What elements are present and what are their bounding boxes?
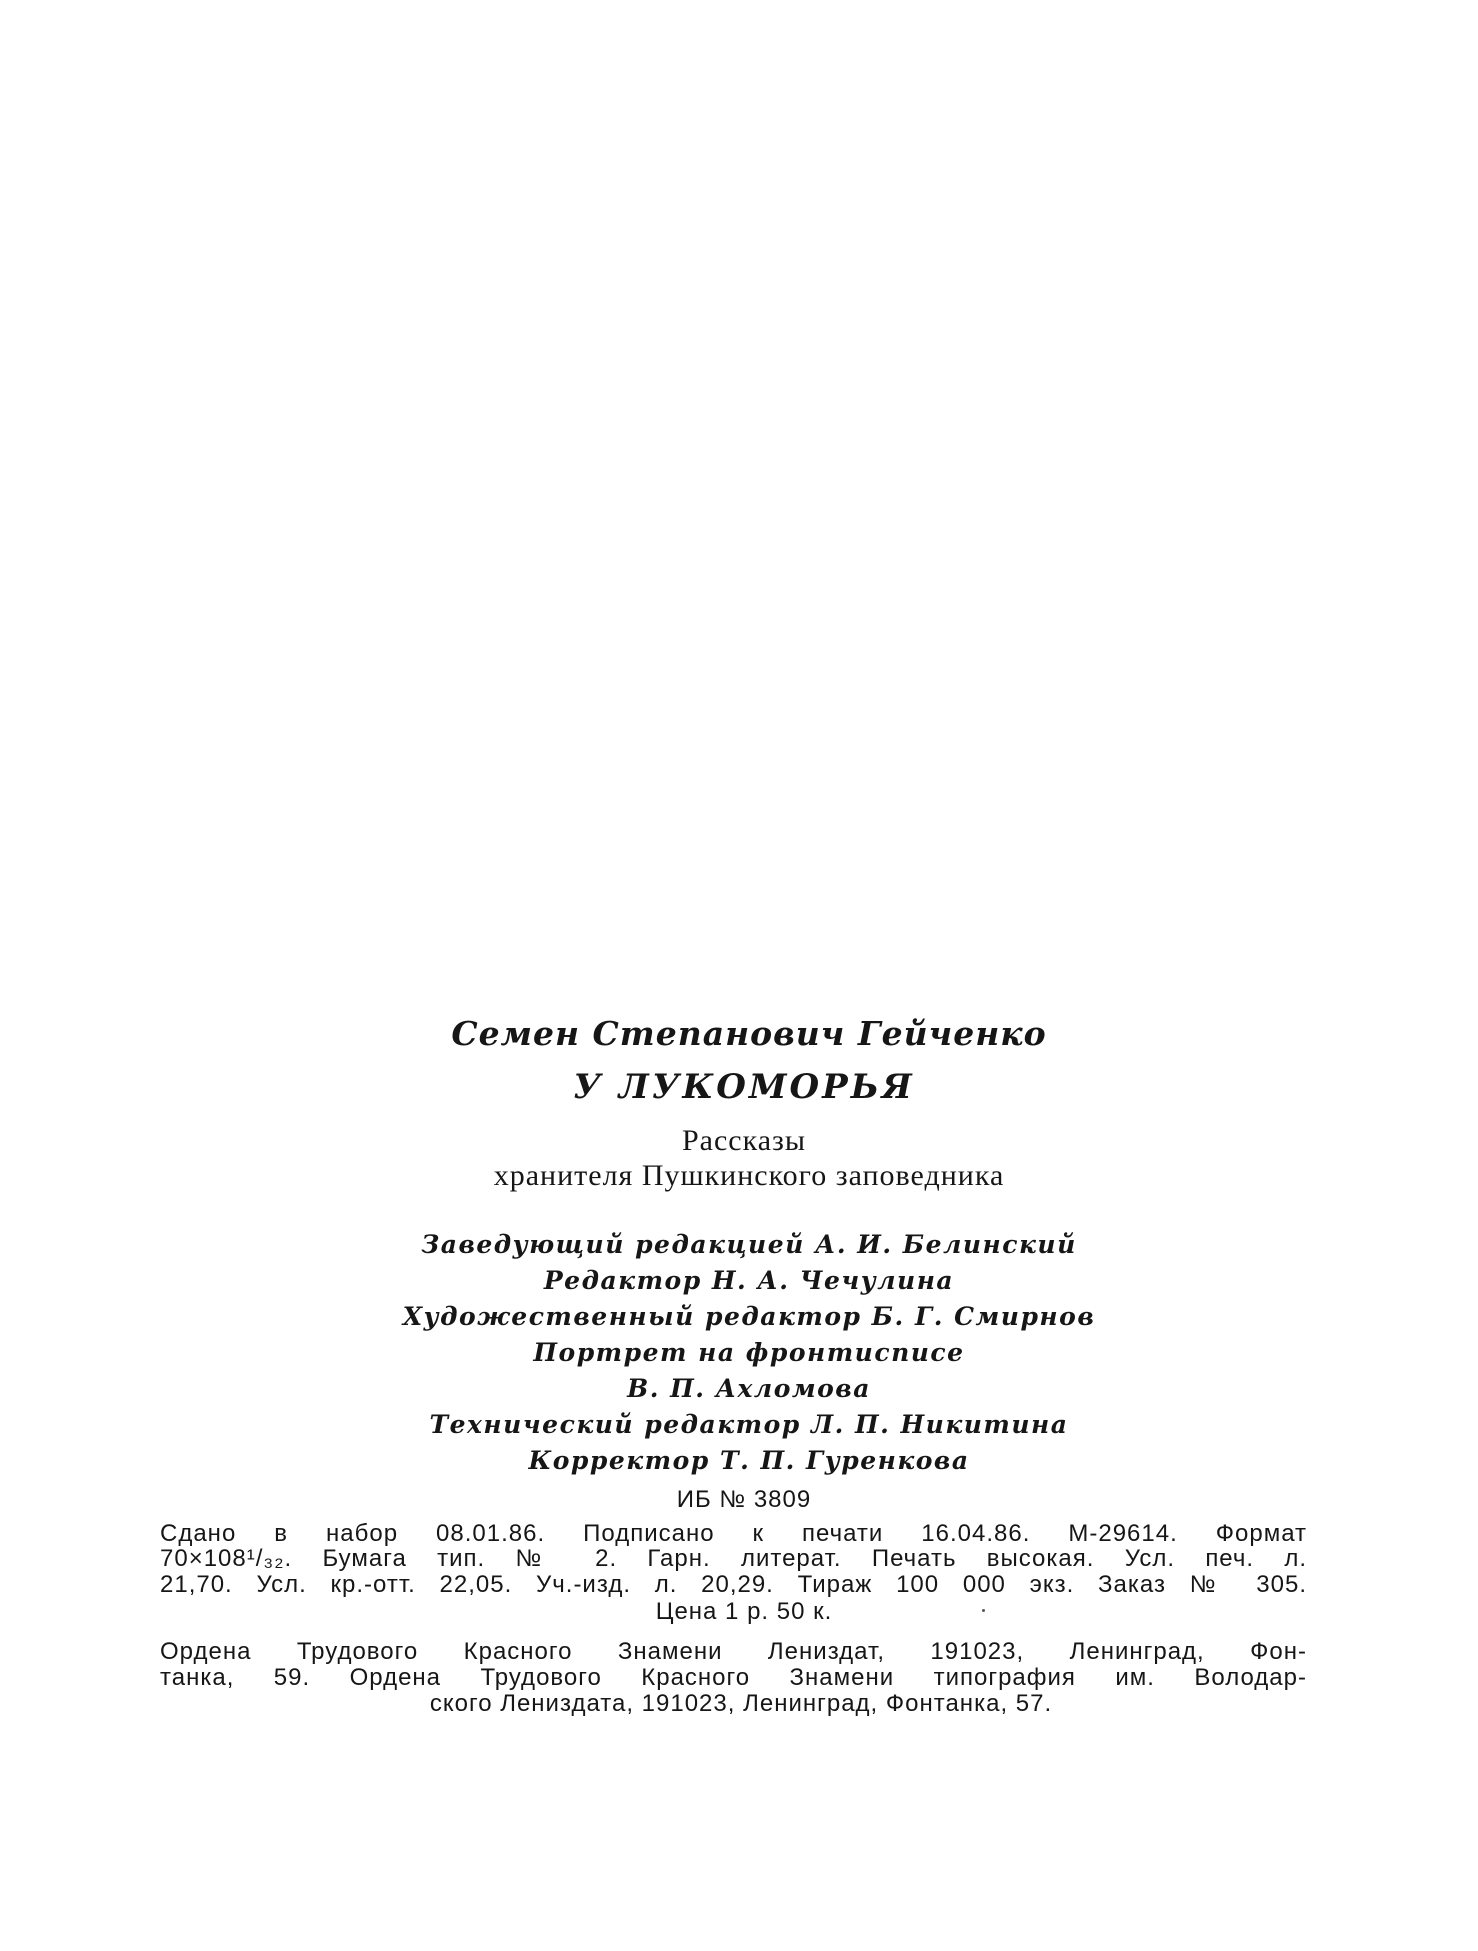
credit-line: Художественный редактор Б. Г. Смирнов [402, 1302, 1096, 1331]
imprint-line: 21,70. Усл. кр.-отт. 22,05. Уч.-изд. л. 20,29. Тираж 100 000 экз. Заказ № 305. [160, 1571, 1307, 1598]
book-title: У ЛУКОМОРЬЯ [573, 1067, 915, 1107]
imprint-line: 70×108¹/₃₂. Бумага тип. № 2. Гарн. литерат. Печать высокая. Усл. печ. л. [160, 1545, 1307, 1572]
credit-line: В. П. Ахломова [627, 1374, 871, 1403]
credit-line: Корректор Т. П. Гуренкова [528, 1446, 970, 1475]
ib-number: ИБ № 3809 [676, 1486, 812, 1513]
publisher-line: ского Лениздата, 191023, Ленинград, Фонтанка, 57. [429, 1690, 1053, 1717]
credit-line: Портрет на фронтисписе [533, 1338, 965, 1367]
imprint-line: Сдано в набор 08.01.86. Подписано к печати 16.04.86. М-29614. Формат [160, 1520, 1307, 1547]
publisher-line: Ордена Трудового Красного Знамени Лениздат, 191023, Ленинград, Фон- [160, 1638, 1307, 1665]
credit-line: Заведующий редакцией А. И. Белинский [421, 1230, 1077, 1259]
book-author: Семен Степанович Гейченко [451, 1014, 1047, 1053]
book-subtitle-line-2: хранителя Пушкинского заповедника [493, 1159, 1005, 1192]
credit-line: Редактор Н. А. Чечулина [543, 1266, 955, 1295]
speck-mark [982, 1609, 985, 1612]
publisher-line: танка, 59. Ордена Трудового Красного Знамени типография им. Володар- [160, 1664, 1307, 1691]
book-subtitle-line-1: Рассказы [681, 1124, 807, 1157]
credit-line: Технический редактор Л. П. Никитина [429, 1410, 1069, 1439]
price-line: Цена 1 р. 50 к. [655, 1598, 833, 1625]
